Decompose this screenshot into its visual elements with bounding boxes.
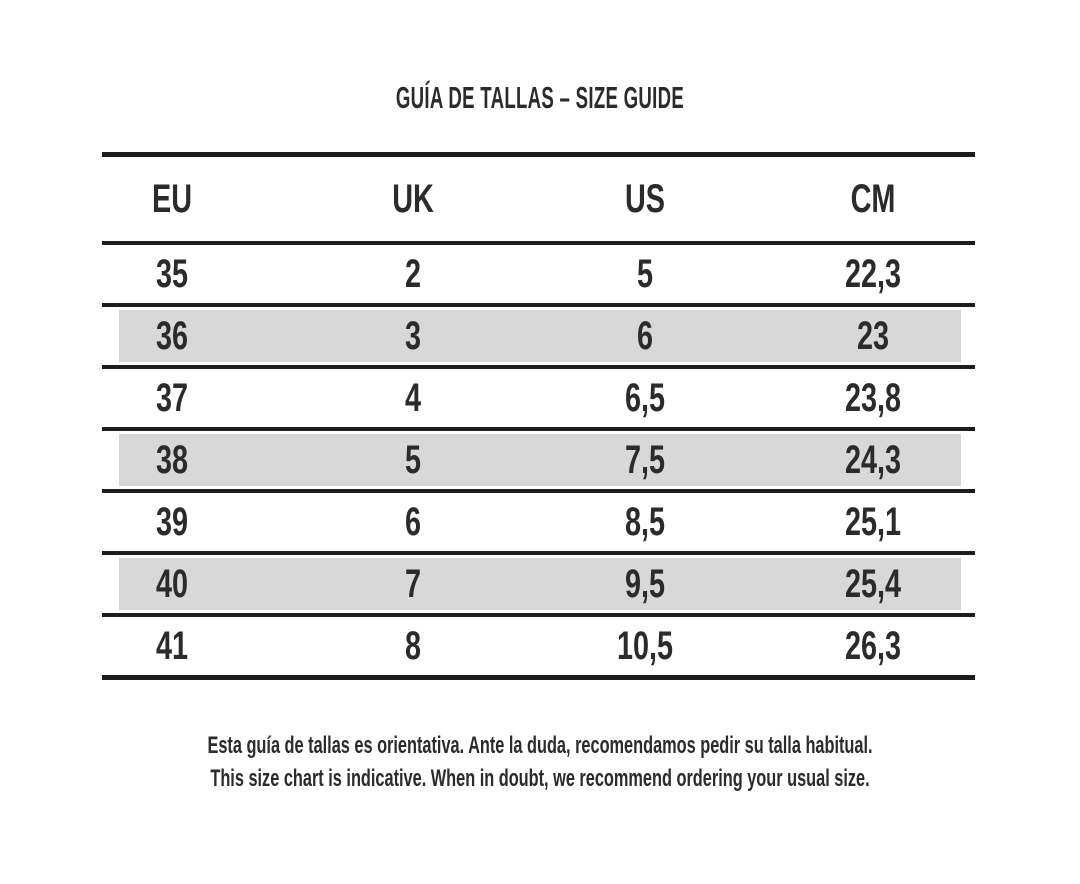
cell-uk: 8 — [404, 624, 421, 668]
table-row — [102, 431, 975, 493]
column-header-cm: CM — [850, 177, 896, 221]
cell-us: 7,5 — [624, 438, 666, 482]
cell-eu: 39 — [155, 500, 188, 544]
table-row — [102, 617, 975, 675]
row-shade-band — [119, 558, 961, 610]
cell-us: 8,5 — [624, 500, 666, 544]
cell-us: 5 — [636, 252, 654, 296]
cell-uk: 3 — [404, 314, 421, 358]
table-row — [102, 307, 975, 369]
cell-cm: 25,1 — [844, 500, 901, 544]
cell-uk: 4 — [404, 376, 421, 420]
cell-uk: 2 — [404, 252, 421, 296]
disclaimer-spanish: Esta guía de tallas es orientativa. Ante la duda, recomendamos pedir su talla habitual. — [207, 732, 873, 759]
column-header-us: US — [624, 177, 666, 221]
column-header-eu: EU — [151, 177, 192, 221]
cell-cm: 23,8 — [844, 376, 901, 420]
disclaimer — [0, 729, 1080, 795]
cell-eu: 36 — [155, 314, 188, 358]
table-row — [102, 493, 975, 555]
cell-cm: 25,4 — [844, 562, 901, 606]
cell-eu: 35 — [155, 252, 188, 296]
cell-eu: 41 — [155, 624, 188, 668]
cell-uk: 6 — [404, 500, 421, 544]
page-title: GUÍA DE TALLAS – SIZE GUIDE — [395, 80, 685, 115]
cell-uk: 5 — [404, 438, 421, 482]
size-table — [102, 152, 975, 680]
cell-cm: 24,3 — [844, 438, 901, 482]
row-shade-band — [119, 434, 961, 486]
table-row — [102, 369, 975, 431]
cell-eu: 40 — [155, 562, 188, 606]
disclaimer-english: This size chart is indicative. When in doubt, we recommend ordering your usual size. — [210, 765, 870, 792]
cell-eu: 37 — [155, 376, 188, 420]
cell-us: 6 — [636, 314, 654, 358]
table-row — [102, 245, 975, 307]
cell-cm: 26,3 — [844, 624, 901, 668]
cell-us: 6,5 — [624, 376, 666, 420]
cell-eu: 38 — [155, 438, 188, 482]
column-header-uk: UK — [391, 177, 434, 221]
table-header-row — [102, 157, 975, 245]
cell-cm: 22,3 — [844, 252, 901, 296]
cell-cm: 23 — [856, 314, 889, 358]
table-row — [102, 555, 975, 617]
cell-uk: 7 — [404, 562, 421, 606]
cell-us: 10,5 — [616, 624, 674, 668]
cell-us: 9,5 — [624, 562, 666, 606]
row-shade-band — [119, 310, 961, 362]
